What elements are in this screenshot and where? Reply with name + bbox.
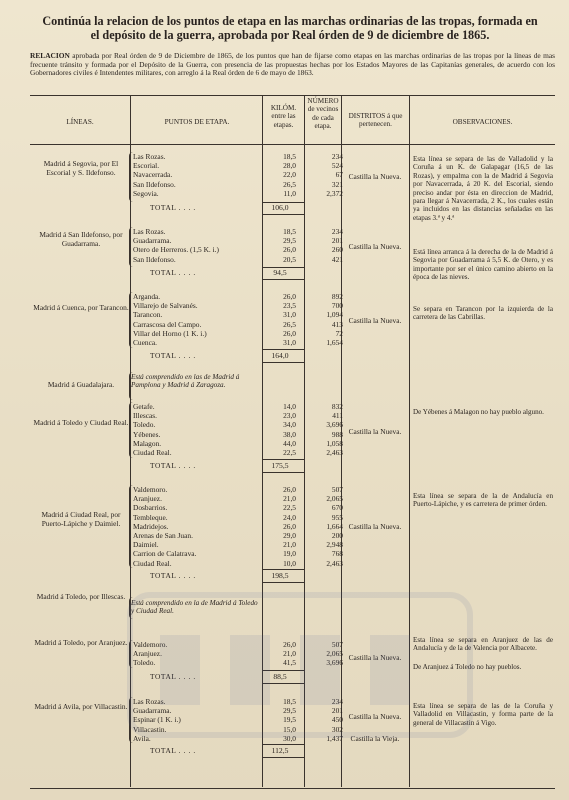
total-rule <box>262 757 304 758</box>
vecinos-value: 413 <box>331 319 343 329</box>
total-rule <box>262 214 304 215</box>
stage-name: Madridejos. <box>133 521 169 531</box>
route-total: 94,5 <box>273 268 287 277</box>
stage-name: Navacerrada. <box>133 170 173 180</box>
vecinos-value: 955 <box>331 512 343 522</box>
stage-name: Ciudad Real. <box>133 448 172 458</box>
km-value: 29,5 <box>283 706 296 716</box>
intro-paragraph <box>30 52 555 78</box>
km-value: 11,0 <box>283 188 296 198</box>
km-value: 18,5 <box>283 227 296 236</box>
route-km <box>262 485 296 568</box>
route-km <box>262 402 296 457</box>
vecinos-value: 67 <box>335 170 343 180</box>
vecinos-value: 2,065 <box>326 494 343 504</box>
km-value: 26,5 <box>283 179 296 189</box>
stage-name: Tarancon. <box>133 310 163 320</box>
route-stages <box>133 697 263 743</box>
stage-name: Ciudad Real. <box>133 558 172 568</box>
route-observacion: De Yébenes á Malagon no hay pueblo alguno. <box>413 408 544 416</box>
route-vecinos <box>305 227 343 264</box>
vecinos-value: 832 <box>331 402 343 411</box>
stage-name: Getafe. <box>133 402 155 411</box>
title-line-2: el depósito de la guerra, aprobada por Real órden de 9 de diciembre de 1865. <box>90 28 490 42</box>
stage-name: Cuenca. <box>133 338 158 348</box>
route-total: 106,0 <box>271 203 289 212</box>
total-label: TOTAL . . . . <box>150 672 196 681</box>
vecinos-value: 2,463 <box>326 558 343 568</box>
document-title <box>30 14 550 42</box>
km-value: 26,0 <box>283 640 296 649</box>
vecinos-value: 72 <box>335 328 343 338</box>
stage-name: Valdemoro. <box>133 640 168 649</box>
stage-name: Villacastin. <box>133 724 167 734</box>
route-distrito: Castilla la Nueva. <box>348 172 402 181</box>
km-value: 21,0 <box>283 494 296 504</box>
km-value: 31,0 <box>283 337 296 347</box>
total-rule <box>262 582 304 583</box>
route-km <box>262 152 296 198</box>
km-value: 21,0 <box>283 540 296 550</box>
stage-name: Illescas. <box>133 411 158 421</box>
route-stages <box>133 402 263 457</box>
km-value: 26,0 <box>283 485 296 494</box>
stage-name: Valdemoro. <box>133 485 168 494</box>
route-observacion: Esta línea se separa de las de la Coruña y Valladolid en Villacastin, y forma parte de la general de Villacastin á Vigo. <box>413 702 553 727</box>
route-km <box>262 640 296 668</box>
route-vecinos <box>305 640 343 668</box>
stage-name: Tembleque. <box>133 512 168 522</box>
km-value: 26,0 <box>283 292 296 301</box>
route-distrito: Castilla la Nueva. <box>348 712 402 721</box>
total-label: TOTAL . . . . <box>150 351 196 360</box>
header-km: KILÓM. entre las etapas. <box>270 104 297 129</box>
route-observacion: Esta línea se separa en Aranjuez de las de Andalucía y de la de Valencia por Albacete. <box>413 636 553 653</box>
stage-name: Avila. <box>133 733 151 743</box>
header-distritos: DISTRITOS á que pertenecen. <box>348 112 403 129</box>
route-line-name: Madrid á Guadalajara. <box>47 380 115 389</box>
route-stages <box>133 152 263 198</box>
route-stages <box>133 640 263 668</box>
route-vecinos <box>305 292 343 347</box>
stage-name: Toledo. <box>133 658 156 668</box>
route-observacion: Se separa en Tarancon por la izquierda de la carretera de las Cabrillas. <box>413 305 553 322</box>
km-value: 19,0 <box>283 549 296 559</box>
column-divider <box>409 95 410 787</box>
stage-name: San Ildefonso. <box>133 179 176 189</box>
route-note: Está comprendido en la de Madrid á Toledo y Ciudad Real. <box>131 599 258 616</box>
vecinos-value: 2,065 <box>326 649 343 659</box>
route-km <box>262 227 296 264</box>
vecinos-value: 201 <box>331 236 343 246</box>
route-observacion: Está línea arranca á la derecha de la de Madrid á Segovia por Guadarrama á 5,5 K. de Otero, y es importante por ser el único camino abierto en la época de las nieves. <box>413 248 553 282</box>
total-rule <box>262 569 304 570</box>
route-line-name: Madrid á Segovia, por El Escorial y S. Ildefonso. <box>43 159 119 178</box>
km-value: 28,0 <box>283 161 296 171</box>
km-value: 26,5 <box>283 319 296 329</box>
header-observaciones: OBSERVACIONES. <box>452 118 513 126</box>
route-vecinos <box>305 402 343 457</box>
vecinos-value: 1,654 <box>326 337 343 347</box>
vecinos-value: 768 <box>331 549 343 559</box>
stage-name: Segovia. <box>133 188 159 198</box>
route-vecinos <box>305 485 343 568</box>
total-rule <box>262 279 304 280</box>
vecinos-value: 3,696 <box>326 658 343 668</box>
km-value: 22,0 <box>283 170 296 180</box>
km-value: 26,0 <box>283 245 296 255</box>
vecinos-value: 1,664 <box>326 521 343 531</box>
route-stages <box>133 292 263 347</box>
route-vecinos <box>305 152 343 198</box>
route-line-name: Madrid á San Ildefonso, por Guadarrama. <box>39 230 123 249</box>
km-value: 19,5 <box>283 715 296 725</box>
km-value: 14,0 <box>283 402 296 411</box>
stage-name: Arenas de San Juan. <box>133 531 193 541</box>
title-line-1: Continúa la relacion de los puntos de etapa en las marchas ordinarias de las tropas, formada en <box>42 14 538 28</box>
stage-name: Guadarrama. <box>133 706 172 716</box>
vecinos-value: 524 <box>331 161 343 171</box>
vecinos-value: 302 <box>331 724 343 734</box>
km-value: 38,0 <box>283 429 296 439</box>
route-stages <box>133 227 263 264</box>
km-value: 29,5 <box>283 236 296 246</box>
vecinos-value: 2,948 <box>326 540 343 550</box>
route-km <box>262 292 296 347</box>
total-label: TOTAL . . . . <box>150 268 196 277</box>
route-distrito: Castilla la Nueva. <box>348 427 402 436</box>
header-divider <box>30 144 555 145</box>
route-km <box>262 697 296 743</box>
route-total: 175,5 <box>271 461 289 470</box>
route-vecinos <box>305 697 343 743</box>
intro-lead-word: RELACION <box>30 51 70 60</box>
km-value: 41,5 <box>283 658 296 668</box>
vecinos-value: 234 <box>331 152 343 161</box>
stage-name: Guadarrama. <box>133 236 172 246</box>
intro-body: aprobada por Real órden de 9 de Diciembre de 1865, de los puntos que han de fijarse como etapas en las marchas ordinarias de las tropas por la líneas de mas frecuente tránsito y formada por el Depósito de la Guerra, con presencia de las propuestas hechas por los Estados Mayores de las Capitanías generales, de acuerdo con los Gobernadores civiles é Intendentes militares, con arreglo á la Real órden de 6 de mayo de 1863. <box>30 51 555 78</box>
route-observacion: Esta línea se separa de la de Andalucía en Puerto-Lápiche, y es carretera de primer órden. <box>413 492 553 509</box>
stage-name: Aranjuez. <box>133 649 162 659</box>
vecinos-value: 1,094 <box>326 310 343 320</box>
vecinos-value: 892 <box>331 292 343 301</box>
total-rule <box>262 349 304 350</box>
route-total: 88,5 <box>273 672 287 681</box>
route-total: 164,0 <box>271 351 289 360</box>
vecinos-value: 321 <box>331 179 343 189</box>
stage-name: San Ildefonso. <box>133 254 176 264</box>
vecinos-value: 700 <box>331 301 343 311</box>
km-value: 15,0 <box>283 724 296 734</box>
route-line-name: Madrid á Avila, por Villacastin. <box>34 702 128 711</box>
route-line-name: Madrid á Toledo y Ciudad Real. <box>33 418 129 427</box>
km-value: 44,0 <box>283 438 296 448</box>
route-distrito: Castilla la Nueva. <box>348 242 402 251</box>
km-value: 31,0 <box>283 310 296 320</box>
vecinos-value: 1,437 <box>326 733 343 743</box>
stage-name: Malagon. <box>133 438 162 448</box>
route-line-name: Madrid á Ciudad Real, por Puerto-Lápiche y Daimiel. <box>41 510 121 529</box>
total-rule <box>262 683 304 684</box>
vecinos-value: 450 <box>331 715 343 725</box>
km-value: 34,0 <box>283 420 296 430</box>
total-rule <box>262 472 304 473</box>
vecinos-value: 670 <box>331 503 343 513</box>
stage-name: Villarejo de Salvanés. <box>133 301 198 311</box>
stage-name: Las Rozas. <box>133 227 166 236</box>
stage-name: Otero de Herreros. (1,5 K. i.) <box>133 245 219 255</box>
km-value: 18,5 <box>283 697 296 706</box>
total-label: TOTAL . . . . <box>150 746 196 755</box>
vecinos-value: 507 <box>331 640 343 649</box>
stage-name: Las Rozas. <box>133 152 166 161</box>
km-value: 24,0 <box>283 512 296 522</box>
total-rule <box>262 670 304 671</box>
km-value: 10,0 <box>283 558 296 568</box>
vecinos-value: 507 <box>331 485 343 494</box>
route-note: Está comprendido en las de Madrid á Pamplona y Madrid á Zaragoza. <box>131 373 240 390</box>
stage-name: Escorial. <box>133 161 160 171</box>
route-line-name: Madrid á Cuenca, por Tarancon. <box>33 303 129 312</box>
km-value: 23,5 <box>283 301 296 311</box>
km-value: 26,0 <box>283 521 296 531</box>
km-value: 20,5 <box>283 254 296 264</box>
route-total: 112,5 <box>271 746 289 755</box>
stage-name: Arganda. <box>133 292 161 301</box>
stage-name: Villar del Horno (1 K. i.) <box>133 328 207 338</box>
vecinos-value: 234 <box>331 697 343 706</box>
vecinos-value: 200 <box>331 530 343 540</box>
vecinos-value: 2,463 <box>326 447 343 457</box>
total-label: TOTAL . . . . <box>150 461 196 470</box>
header-lineas: LÍNEAS. <box>66 118 94 126</box>
vecinos-value: 234 <box>331 227 343 236</box>
vecinos-value: 260 <box>331 245 343 255</box>
vecinos-value: 411 <box>332 411 343 421</box>
route-total: 198,5 <box>271 571 289 580</box>
route-observacion: Esta línea se separa de las de Valladolid y la Coruña á un K. de Galapagar (16,5 de las Rozas), y empalma con la de Madrid á Segovia por Navacerrada, á 20 K. del Escorial, siendo preciso andar por ésta en direccion de Madrid, para llegar á Navacerrada, 2 K., los cuales están ya incluidos en las distancias señaladas en las etapas 3.ª y 4.ª <box>413 155 553 222</box>
route-line-name: Madrid á Toledo, por Aranjuez. <box>34 638 128 647</box>
stage-name: Yébenes. <box>133 429 161 439</box>
vecinos-value: 201 <box>331 706 343 716</box>
total-rule <box>262 744 304 745</box>
km-value: 22,5 <box>283 447 296 457</box>
stage-name: Dosbarrios. <box>133 503 168 513</box>
km-value: 21,0 <box>283 649 296 659</box>
stage-name: Carrascosa del Campo. <box>133 319 202 329</box>
header-vecinos: NÚMERO de vecinos de cada etapa. <box>307 97 339 131</box>
route-observacion-extra: De Aranjuez á Toledo no hay pueblos. <box>413 663 522 671</box>
km-value: 30,0 <box>283 733 296 743</box>
vecinos-value: 2,372 <box>326 188 343 198</box>
header-puntos: PUNTOS DE ETAPA. <box>164 118 230 126</box>
km-value: 18,5 <box>283 152 296 161</box>
route-distrito: Castilla la Nueva. <box>348 522 402 531</box>
route-line-name: Madrid á Toledo, por Illescas. <box>36 592 126 601</box>
km-value: 29,0 <box>283 530 296 540</box>
km-value: 26,0 <box>283 328 296 338</box>
vecinos-value: 421 <box>331 254 343 264</box>
total-rule <box>262 459 304 460</box>
vecinos-value: 988 <box>331 429 343 439</box>
total-label: TOTAL . . . . <box>150 203 196 212</box>
km-value: 22,5 <box>283 503 296 513</box>
route-stages <box>133 485 263 568</box>
route-distrito-secondary: Castilla la Vieja. <box>350 734 400 743</box>
vecinos-value: 1,058 <box>326 438 343 448</box>
total-rule <box>262 362 304 363</box>
route-distrito: Castilla la Nueva. <box>348 316 402 325</box>
stage-name: Las Rozas. <box>133 697 166 706</box>
stage-name: Carrion de Calatrava. <box>133 549 197 559</box>
km-value: 23,0 <box>283 411 296 421</box>
stage-name: Aranjuez. <box>133 494 162 504</box>
vecinos-value: 3,696 <box>326 420 343 430</box>
total-label: TOTAL . . . . <box>150 571 196 580</box>
route-distrito: Castilla la Nueva. <box>348 653 402 662</box>
stage-name: Espinar (1 K. i.) <box>133 715 181 725</box>
stage-name: Daimiel. <box>133 540 159 550</box>
stage-name: Toledo. <box>133 420 156 430</box>
